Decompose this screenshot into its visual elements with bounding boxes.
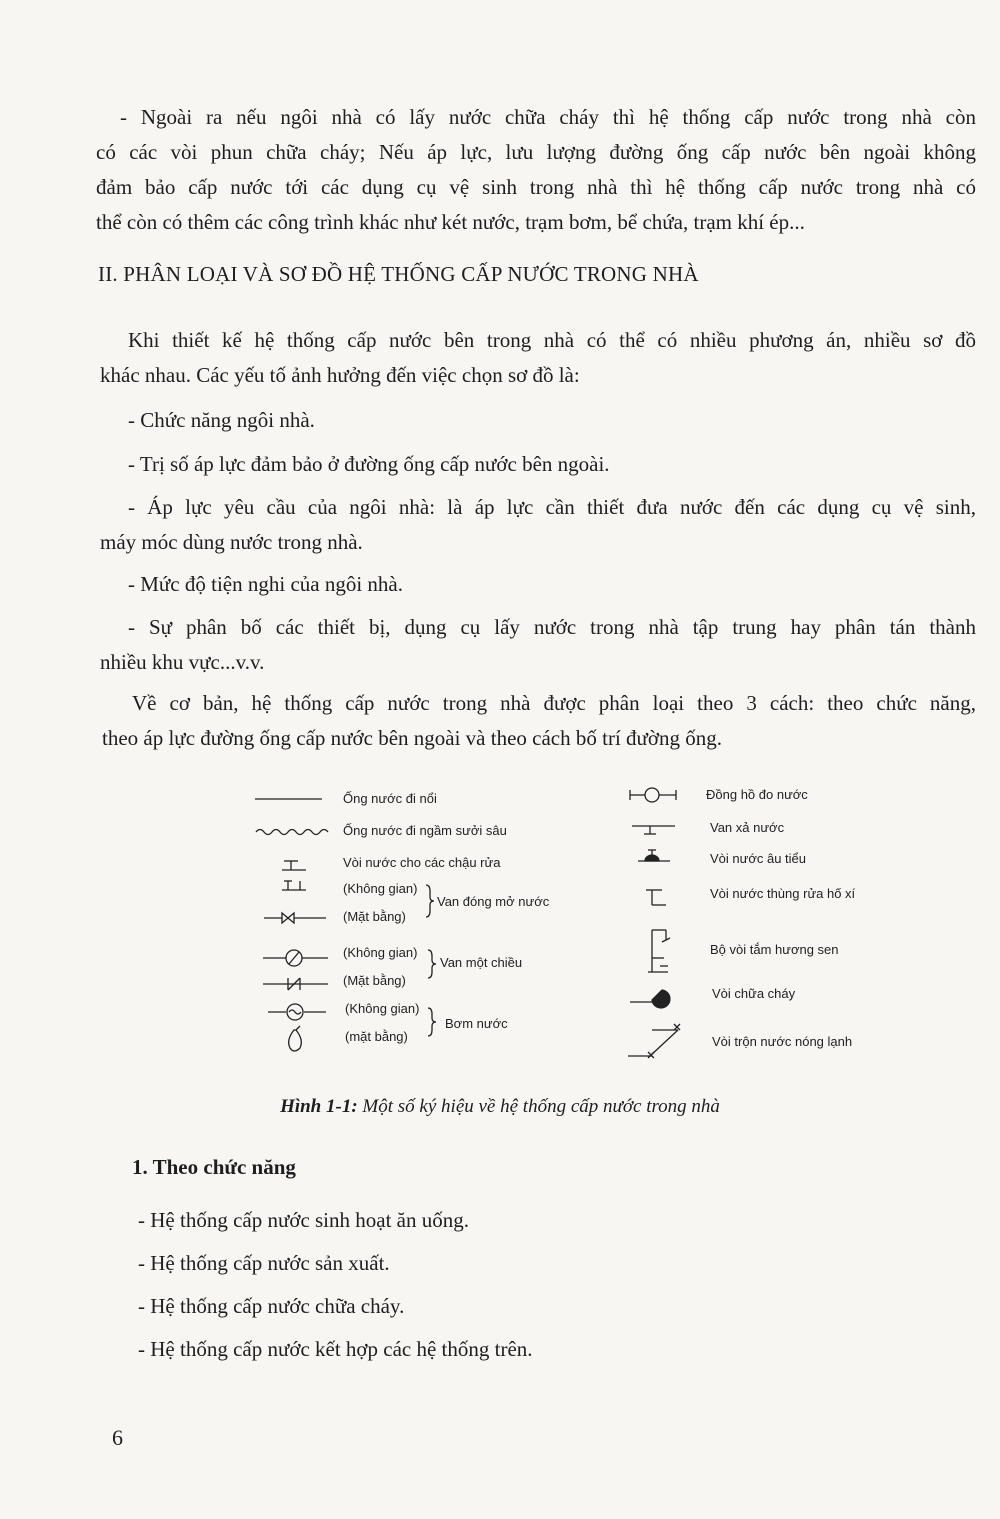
- legend-drain-valve: Van xả nước: [710, 820, 785, 835]
- legend-pump: Bơm nước: [445, 1016, 508, 1031]
- legend-valve: Van đóng mở nước: [437, 894, 550, 909]
- sub-heading: 1. Theo chức năng: [132, 1155, 296, 1179]
- figure-caption: [0, 1096, 1000, 1118]
- intro-line-2: có các vòi phun chữa cháy; Nếu áp lực, lưu lượng đường ống cấp nước bên ngoài không: [96, 140, 976, 164]
- legend-check-valve: Van một chiều: [440, 955, 523, 970]
- bullet-function: - Chức năng ngôi nhà.: [128, 408, 315, 432]
- legend-pipe-buried: Ống nước đi ngầm sưởi sâu: [343, 823, 507, 838]
- legend-shower: Bộ vòi tắm hương sen: [710, 942, 839, 957]
- legend-mixer: Vòi trộn nước nóng lạnh: [712, 1034, 853, 1049]
- legend-khong-gian-1: (Không gian): [343, 881, 418, 896]
- caption-label: Hình 1-1:: [280, 1096, 358, 1117]
- body-p1-line-2: khác nhau. Các yếu tố ảnh hưởng đến việc chọn sơ đồ là:: [100, 363, 580, 387]
- legend-toilet-tank-faucet: Vòi nước thùng rửa hố xí: [710, 886, 856, 901]
- section-heading: II. PHÂN LOẠI VÀ SƠ ĐỒ HỆ THỐNG CẤP NƯỚC TRONG NHÀ: [98, 262, 699, 286]
- legend-mat-bang-2: (Mặt bằng): [343, 973, 406, 988]
- intro-line-1: - Ngoài ra nếu ngôi nhà có lấy nước chữa cháy thì hệ thống cấp nước trong nhà còn: [120, 105, 976, 129]
- legend-mat-bang-3: (mặt bằng): [345, 1029, 408, 1044]
- caption-text: Một số ký hiệu về hệ thống cấp nước trong nhà: [357, 1096, 720, 1117]
- list-item: - Hệ thống cấp nước kết hợp các hệ thống trên.: [138, 1337, 533, 1361]
- bullet-required-pressure-line-2: máy móc dùng nước trong nhà.: [100, 530, 363, 554]
- legend-sink-faucet: Vòi nước cho các chậu rửa: [343, 855, 501, 870]
- legend-khong-gian-2: (Không gian): [343, 945, 418, 960]
- bullet-distribution-line-2: nhiều khu vực...v.v.: [100, 650, 265, 674]
- list-item: - Hệ thống cấp nước sinh hoạt ăn uống.: [138, 1208, 469, 1232]
- legend-urinal-faucet: Vòi nước âu tiểu: [710, 851, 807, 866]
- legend-meter: Đồng hồ đo nước: [706, 787, 808, 802]
- list-item: - Hệ thống cấp nước chữa cháy.: [138, 1294, 405, 1318]
- legend-fire-faucet: Vòi chữa cháy: [712, 986, 796, 1001]
- body-p1-line-1: Khi thiết kế hệ thống cấp nước bên trong nhà có thể có nhiều phương án, nhiều sơ đồ: [128, 328, 976, 352]
- bullet-distribution-line-1: - Sự phân bố các thiết bị, dụng cụ lấy nước trong nhà tập trung hay phân tán thành: [128, 615, 976, 639]
- body-p2-line-2: theo áp lực đường ống cấp nước bên ngoài và theo cách bố trí đường ống.: [102, 726, 723, 750]
- intro-line-4: thể còn có thêm các công trình khác như két nước, trạm bơm, bể chứa, trạm khí ép...: [96, 210, 805, 234]
- body-p2-line-1: Về cơ bản, hệ thống cấp nước trong nhà được phân loại theo 3 cách: theo chức năng,: [132, 691, 976, 715]
- bullet-required-pressure-line-1: - Áp lực yêu cầu của ngôi nhà: là áp lực cần thiết đưa nước đến các dụng cụ vệ sinh,: [128, 495, 976, 519]
- legend-mat-bang-1: (Mặt bằng): [343, 909, 406, 924]
- bullet-pressure-value: - Trị số áp lực đảm bảo ở đường ống cấp nước bên ngoài.: [128, 452, 610, 476]
- list-item: - Hệ thống cấp nước sản xuất.: [138, 1251, 390, 1275]
- legend-khong-gian-3: (Không gian): [345, 1001, 420, 1016]
- page-number: 6: [112, 1425, 123, 1450]
- legend-pipe-surface: Ống nước đi nổi: [343, 791, 437, 806]
- intro-line-3: đảm bảo cấp nước tới các dụng cụ vệ sinh trong nhà thì hệ thống cấp nước trong nhà có: [96, 175, 976, 199]
- bullet-comfort: - Mức độ tiện nghi của ngôi nhà.: [128, 572, 403, 596]
